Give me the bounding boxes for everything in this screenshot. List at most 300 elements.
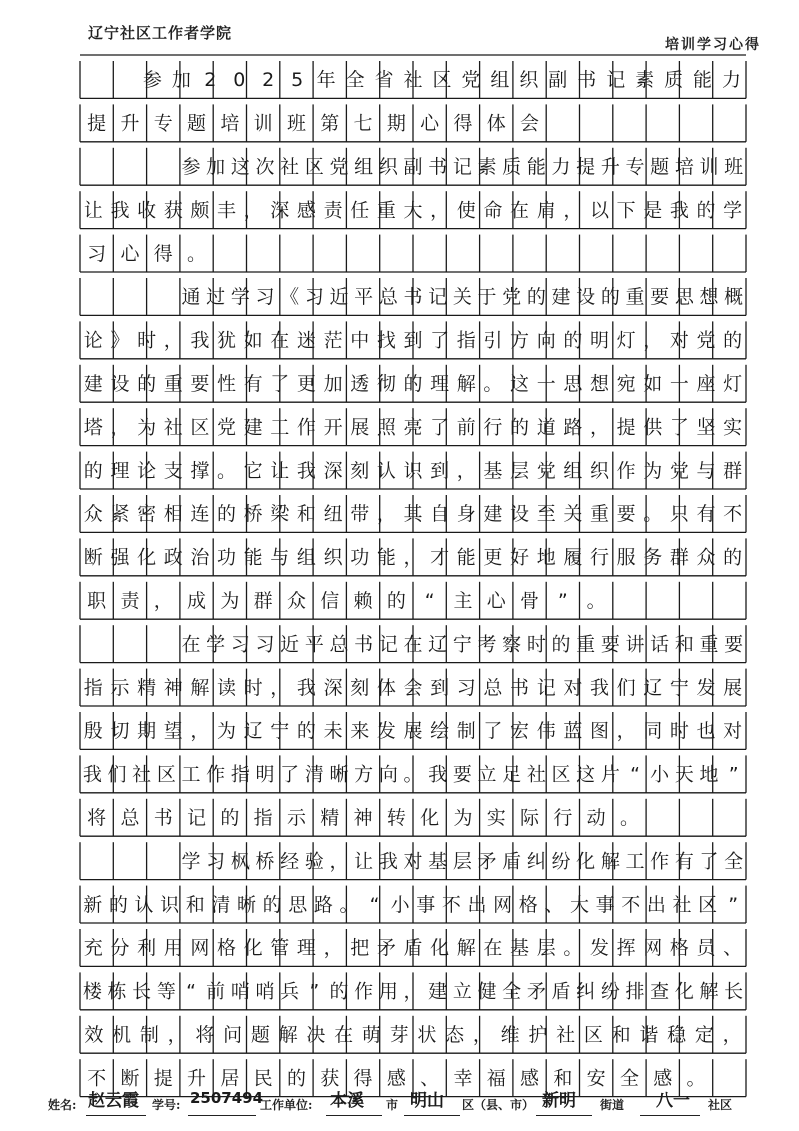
essay-char: 习 xyxy=(206,850,226,873)
essay-char: 栋 xyxy=(107,980,127,1003)
essay-char: 习 xyxy=(87,242,107,265)
essay-char: 解 xyxy=(190,676,210,699)
essay-char: 以 xyxy=(589,199,609,222)
essay-char: 充 xyxy=(83,937,103,960)
essay-char: 这 xyxy=(230,156,250,179)
essay-char: ， xyxy=(643,329,663,352)
essay-char: 指 xyxy=(83,676,103,699)
essay-char: 绘 xyxy=(430,720,450,743)
essay-char: 纷 xyxy=(551,850,571,873)
essay-char: 理 xyxy=(110,459,130,482)
name-label: 姓名: xyxy=(48,1098,77,1112)
essay-char: 建 xyxy=(243,416,263,439)
essay-char: 和 xyxy=(296,503,316,526)
essay-char: 、 xyxy=(723,937,743,960)
essay-char: 素 xyxy=(477,156,497,179)
essay-char: 效 xyxy=(84,1024,104,1047)
essay-char: 党 xyxy=(217,416,237,439)
essay-char: 专 xyxy=(625,156,645,179)
essay-char: 展 xyxy=(723,676,743,699)
essay-char: 班 xyxy=(286,112,306,135)
name-value: 赵云霞 xyxy=(88,1091,139,1111)
essay-char: 提 xyxy=(87,112,107,135)
essay-char: 、 xyxy=(544,893,564,916)
essay-char: 的 xyxy=(262,893,282,916)
city-underline xyxy=(326,1115,382,1116)
essay-char: 格 xyxy=(669,937,689,960)
essay-char: 体 xyxy=(376,676,396,699)
essay-char: 加 xyxy=(323,373,343,396)
essay-char: 要 xyxy=(724,633,744,656)
essay-char: 让 xyxy=(83,199,103,222)
community-suffix: 社区 xyxy=(708,1098,733,1112)
essay-char: 福 xyxy=(486,1067,506,1090)
essay-char: 的 xyxy=(600,286,620,309)
essay-char: 格 xyxy=(518,893,538,916)
essay-char: 网 xyxy=(190,937,210,960)
essay-char: 社 xyxy=(526,763,546,786)
essay-char: 路 xyxy=(313,893,333,916)
essay-char: 解 xyxy=(456,373,476,396)
essay-char: 获 xyxy=(320,1067,340,1090)
essay-char: 在 xyxy=(334,1024,354,1047)
essay-char: 要 xyxy=(650,286,670,309)
essay-char: 在 xyxy=(510,199,530,222)
essay-char: 政 xyxy=(163,546,183,569)
essay-char: 过 xyxy=(206,286,226,309)
essay-char: 会 xyxy=(520,112,540,135)
essay-char: 升 xyxy=(600,156,620,179)
essay-char: 的 xyxy=(510,416,530,439)
essay-char: 展 xyxy=(403,720,423,743)
essay-char: ， xyxy=(403,546,423,569)
essay-char: 群 xyxy=(723,459,743,482)
essay-char: 盾 xyxy=(403,937,423,960)
essay-char: 体 xyxy=(486,112,506,135)
essay-char: 和 xyxy=(185,893,205,916)
essay-char: 和 xyxy=(553,1067,573,1090)
essay-char: 和 xyxy=(674,633,694,656)
essay-char: ， xyxy=(430,199,450,222)
essay-char: 道 xyxy=(536,416,556,439)
student-id-value: 2507494 xyxy=(190,1089,264,1107)
essay-line xyxy=(181,633,743,655)
essay-char: 党 xyxy=(329,156,349,179)
essay-char: 话 xyxy=(650,633,670,656)
essay-char: 小 xyxy=(650,763,670,786)
essay-char: 只 xyxy=(669,503,689,526)
essay-char: 使 xyxy=(456,199,476,222)
essay-char: ， xyxy=(167,1024,187,1047)
essay-char: 总 xyxy=(120,807,140,830)
essay-char: 加 xyxy=(206,156,226,179)
essay-char: 向 xyxy=(536,329,556,352)
essay-char: 供 xyxy=(643,416,663,439)
essay-char: 在 xyxy=(270,329,290,352)
essay-char: 把 xyxy=(350,937,370,960)
essay-char: 功 xyxy=(350,546,370,569)
street-underline xyxy=(536,1115,592,1116)
essay-char: 健 xyxy=(477,980,497,1003)
essay-line xyxy=(84,372,742,395)
essay-char: 为 xyxy=(453,807,473,830)
essay-char: 对 xyxy=(403,850,423,873)
essay-char: 来 xyxy=(350,720,370,743)
essay-char: 记 xyxy=(536,676,556,699)
essay-char: 、 xyxy=(420,1067,440,1090)
essay-char: 思 xyxy=(563,373,583,396)
essay-char: 思 xyxy=(288,893,308,916)
essay-line xyxy=(87,807,639,829)
essay-char: ， xyxy=(163,329,183,352)
essay-char: 小 xyxy=(390,893,410,916)
essay-char: 职 xyxy=(87,590,107,613)
essay-char: 关 xyxy=(452,286,472,309)
essay-char: 化 xyxy=(420,807,440,830)
essay-char: 题 xyxy=(650,156,670,179)
essay-char: 质 xyxy=(664,69,684,92)
essay-char: 培 xyxy=(220,112,240,135)
essay-char: 的 xyxy=(329,980,349,1003)
essay-char: 开 xyxy=(323,416,343,439)
essay-char: 收 xyxy=(137,199,157,222)
essay-char: ” xyxy=(728,893,739,916)
essay-char: 通 xyxy=(181,286,201,309)
essay-char: 提 xyxy=(153,1067,173,1090)
essay-char: 转 xyxy=(386,807,406,830)
essay-char: 透 xyxy=(350,373,370,396)
essay-char: 书 xyxy=(428,156,448,179)
essay-char: 的 xyxy=(108,893,128,916)
essay-char: 稳 xyxy=(667,1024,687,1047)
essay-char: 桥 xyxy=(255,850,275,873)
essay-char: 有 xyxy=(696,503,716,526)
essay-char: 》 xyxy=(110,329,130,352)
essay-char: 全 xyxy=(502,980,522,1003)
essay-char: 神 xyxy=(353,807,373,830)
essay-char: 化 xyxy=(674,980,694,1003)
essay-char: ， xyxy=(616,720,636,743)
essay-char: 区 xyxy=(432,69,452,92)
essay-char: 期 xyxy=(137,720,157,743)
essay-char: 天 xyxy=(674,763,694,786)
essay-char: 我 xyxy=(428,763,448,786)
essay-char: 座 xyxy=(696,373,716,396)
essay-char: 和 xyxy=(611,1024,631,1047)
essay-char: 中 xyxy=(350,329,370,352)
essay-char: 发 xyxy=(589,937,609,960)
essay-char: 服 xyxy=(616,546,636,569)
essay-char: 明 xyxy=(589,329,609,352)
essay-char: 感 xyxy=(520,1067,540,1090)
essay-char: 我 xyxy=(589,676,609,699)
essay-char: 感 xyxy=(653,1067,673,1090)
essay-char: 党 xyxy=(669,459,689,482)
essay-char: 前 xyxy=(456,416,476,439)
essay-char: 理 xyxy=(296,937,316,960)
essay-char: 得 xyxy=(453,112,473,135)
essay-char: 大 xyxy=(403,199,423,222)
essay-char: 有 xyxy=(243,373,263,396)
essay-char: 枫 xyxy=(230,850,250,873)
essay-char: 望 xyxy=(163,720,183,743)
essay-char: 在 xyxy=(181,633,201,656)
essay-char: 的 xyxy=(286,1067,306,1090)
essay-char: 不 xyxy=(723,503,743,526)
essay-char: 作 xyxy=(616,459,636,482)
essay-char: 。 xyxy=(403,763,423,786)
essay-char: 深 xyxy=(323,459,343,482)
essay-char: 用 xyxy=(378,980,398,1003)
essay-char: 书 xyxy=(510,676,530,699)
essay-char: 化 xyxy=(430,937,450,960)
essay-char: 提 xyxy=(616,416,636,439)
essay-char: 识 xyxy=(160,893,180,916)
essay-char: 是 xyxy=(643,199,663,222)
essay-char: 为 xyxy=(643,459,663,482)
essay-char: 引 xyxy=(483,329,503,352)
essay-char: 的 xyxy=(296,720,316,743)
essay-char: 重 xyxy=(699,633,719,656)
essay-char: 清 xyxy=(304,763,324,786)
essay-char: 方 xyxy=(354,763,374,786)
essay-char: 。 xyxy=(187,242,207,265)
essay-char: 训 xyxy=(699,156,719,179)
essay-char: 时 xyxy=(137,329,157,352)
essay-line xyxy=(84,720,742,742)
essay-char: 身 xyxy=(456,503,476,526)
essay-char: 参 xyxy=(142,69,162,92)
essay-char: “ xyxy=(186,980,196,1003)
essay-char: 提 xyxy=(576,156,596,179)
essay-char: 建 xyxy=(551,286,571,309)
street-suffix: 街道 xyxy=(600,1098,625,1112)
essay-char: 性 xyxy=(217,373,237,396)
essay-char: 居 xyxy=(220,1067,240,1090)
document-type-header: 培训学习心得 xyxy=(665,37,761,53)
essay-char: 解 xyxy=(699,980,719,1003)
essay-char: 要 xyxy=(452,763,472,786)
essay-char: 察 xyxy=(502,633,522,656)
essay-char: 的 xyxy=(696,199,716,222)
essay-char: 我 xyxy=(296,676,316,699)
essay-char: 解 xyxy=(456,937,476,960)
essay-char: 纷 xyxy=(600,980,620,1003)
essay-char: 化 xyxy=(243,937,263,960)
essay-char: 撑 xyxy=(190,459,210,482)
essay-char: 刻 xyxy=(350,676,370,699)
essay-char: 次 xyxy=(255,156,275,179)
essay-char: 学 xyxy=(181,850,201,873)
essay-char: 要 xyxy=(616,503,636,526)
essay-char: 书 xyxy=(153,807,173,830)
essay-char: 的 xyxy=(83,459,103,482)
essay-char: 心 xyxy=(120,242,140,265)
student-id-label: 学号: xyxy=(152,1098,181,1112)
essay-char: 辽 xyxy=(643,676,663,699)
essay-char: 我 xyxy=(378,850,398,873)
essay-char: 社 xyxy=(672,893,692,916)
essay-char: 习 xyxy=(304,286,324,309)
essay-char: 。 xyxy=(217,459,237,482)
essay-char: 。 xyxy=(643,503,663,526)
city-value: 本溪 xyxy=(330,1091,364,1111)
essay-char: 安 xyxy=(586,1067,606,1090)
essay-char: 大 xyxy=(569,893,590,916)
essay-char: 到 xyxy=(430,676,450,699)
essay-char: 区 xyxy=(156,763,176,786)
essay-char: 党 xyxy=(696,329,716,352)
essay-char: 不 xyxy=(87,1067,107,1090)
essay-char: 带 xyxy=(350,503,370,526)
essay-char: 状 xyxy=(417,1024,437,1047)
essay-char: 的 xyxy=(386,590,406,613)
street-value: 新明 xyxy=(542,1091,576,1111)
essay-char: 宁 xyxy=(669,676,689,699)
essay-char: 设 xyxy=(576,286,596,309)
essay-char: 的 xyxy=(563,329,583,352)
essay-line xyxy=(84,198,742,221)
essay-char: 利 xyxy=(137,937,157,960)
essay-char: 主 xyxy=(453,590,473,613)
essay-char: 茫 xyxy=(323,329,343,352)
essay-char: 力 xyxy=(722,69,742,92)
essay-char: 重 xyxy=(376,199,396,222)
essay-char: 纠 xyxy=(576,980,596,1003)
essay-char: 颇 xyxy=(190,199,210,222)
essay-char: 用 xyxy=(163,937,183,960)
essay-char: 。 xyxy=(563,937,583,960)
essay-line xyxy=(84,547,742,569)
essay-char: 感 xyxy=(386,1067,406,1090)
essay-char: 书 xyxy=(577,69,597,92)
essay-char: 指 xyxy=(253,807,273,830)
essay-char: 学 xyxy=(206,633,226,656)
essay-char: 习 xyxy=(456,676,476,699)
essay-char: 平 xyxy=(304,633,324,656)
essay-char: 晰 xyxy=(329,763,349,786)
essay-char: 记 xyxy=(606,69,626,92)
essay-char: 彻 xyxy=(376,373,396,396)
essay-char: 在 xyxy=(483,937,503,960)
essay-char: ” xyxy=(557,590,568,613)
essay-char: 明 xyxy=(255,763,275,786)
essay-char: 作 xyxy=(354,980,374,1003)
essay-char: 织 xyxy=(589,459,609,482)
essay-char: ， xyxy=(270,676,290,699)
essay-char: 赖 xyxy=(353,590,373,613)
essay-char: 功 xyxy=(217,546,237,569)
essay-char: 专 xyxy=(153,112,173,135)
essay-char: 它 xyxy=(243,459,263,482)
essay-char: 升 xyxy=(120,112,140,135)
essay-char: 的 xyxy=(403,373,423,396)
essay-char: 织 xyxy=(378,156,398,179)
essay-char: 能 xyxy=(693,69,713,92)
essay-char: 社 xyxy=(163,416,183,439)
essay-char: 宛 xyxy=(616,373,636,396)
essay-char: ” xyxy=(728,763,739,786)
essay-char: 断 xyxy=(120,1067,140,1090)
name-underline xyxy=(86,1115,146,1116)
essay-char: 事 xyxy=(595,893,615,916)
essay-char: 习 xyxy=(230,633,250,656)
essay-char: 论 xyxy=(83,329,103,352)
essay-char: 矛 xyxy=(477,850,497,873)
essay-char: 副 xyxy=(548,69,568,92)
essay-char: 层 xyxy=(536,937,556,960)
essay-char: 其 xyxy=(403,503,423,526)
essay-char: ， xyxy=(403,980,423,1003)
essay-char: 如 xyxy=(643,373,663,396)
essay-char: 建 xyxy=(83,373,103,396)
community-value: 八一 xyxy=(656,1091,690,1111)
essay-char: 能 xyxy=(243,546,263,569)
essay-char: 路 xyxy=(563,416,583,439)
essay-char: 重 xyxy=(576,633,596,656)
essay-char: 副 xyxy=(403,156,423,179)
essay-char: 参 xyxy=(181,156,201,179)
essay-char: 坚 xyxy=(696,416,716,439)
essay-char: 找 xyxy=(376,329,396,352)
essay-char: 作 xyxy=(206,763,226,786)
essay-char: 的 xyxy=(137,373,157,396)
essay-line xyxy=(84,330,742,352)
essay-char: ， xyxy=(563,199,583,222)
essay-char: 相 xyxy=(163,503,183,526)
essay-char: 我 xyxy=(296,459,316,482)
essay-char: 质 xyxy=(502,156,522,179)
essay-char: 了 xyxy=(280,763,300,786)
essay-char: 犹 xyxy=(217,329,237,352)
essay-char: 照 xyxy=(376,416,396,439)
essay-char: ， xyxy=(190,720,210,743)
essay-char: 获 xyxy=(163,199,183,222)
student-id-underline xyxy=(188,1115,256,1116)
essay-char: 深 xyxy=(270,199,290,222)
essay-char: 示 xyxy=(110,676,130,699)
essay-char: 晰 xyxy=(236,893,257,916)
essay-char: 挥 xyxy=(616,937,636,960)
essay-char: 我 xyxy=(82,763,102,786)
essay-char: 理 xyxy=(430,373,450,396)
essay-char: 不 xyxy=(621,893,641,916)
essay-char: 灯 xyxy=(723,373,743,396)
essay-char: 近 xyxy=(329,286,349,309)
essay-char: 了 xyxy=(483,720,503,743)
essay-char: 区 xyxy=(304,156,324,179)
essay-char: 班 xyxy=(724,156,744,179)
essay-char: 学 xyxy=(230,286,250,309)
essay-char: 管 xyxy=(270,937,290,960)
essay-char: 新 xyxy=(83,893,103,916)
essay-char: ， xyxy=(110,416,130,439)
essay-char: 刻 xyxy=(350,459,370,482)
essay-char: 紧 xyxy=(110,503,130,526)
essay-char: 梁 xyxy=(270,503,290,526)
essay-char: 塔 xyxy=(83,416,103,439)
essay-char: 总 xyxy=(329,633,349,656)
essay-char: “ xyxy=(369,893,380,916)
essay-char: 丰 xyxy=(217,199,237,222)
essay-char: 我 xyxy=(110,199,130,222)
institution-header: 辽宁社区工作者学院 xyxy=(88,24,233,42)
essay-char: 让 xyxy=(270,459,290,482)
essay-char: 宁 xyxy=(270,720,290,743)
essay-char: 层 xyxy=(510,459,530,482)
essay-char: 加 xyxy=(171,69,191,92)
essay-char: 5 xyxy=(291,69,304,92)
